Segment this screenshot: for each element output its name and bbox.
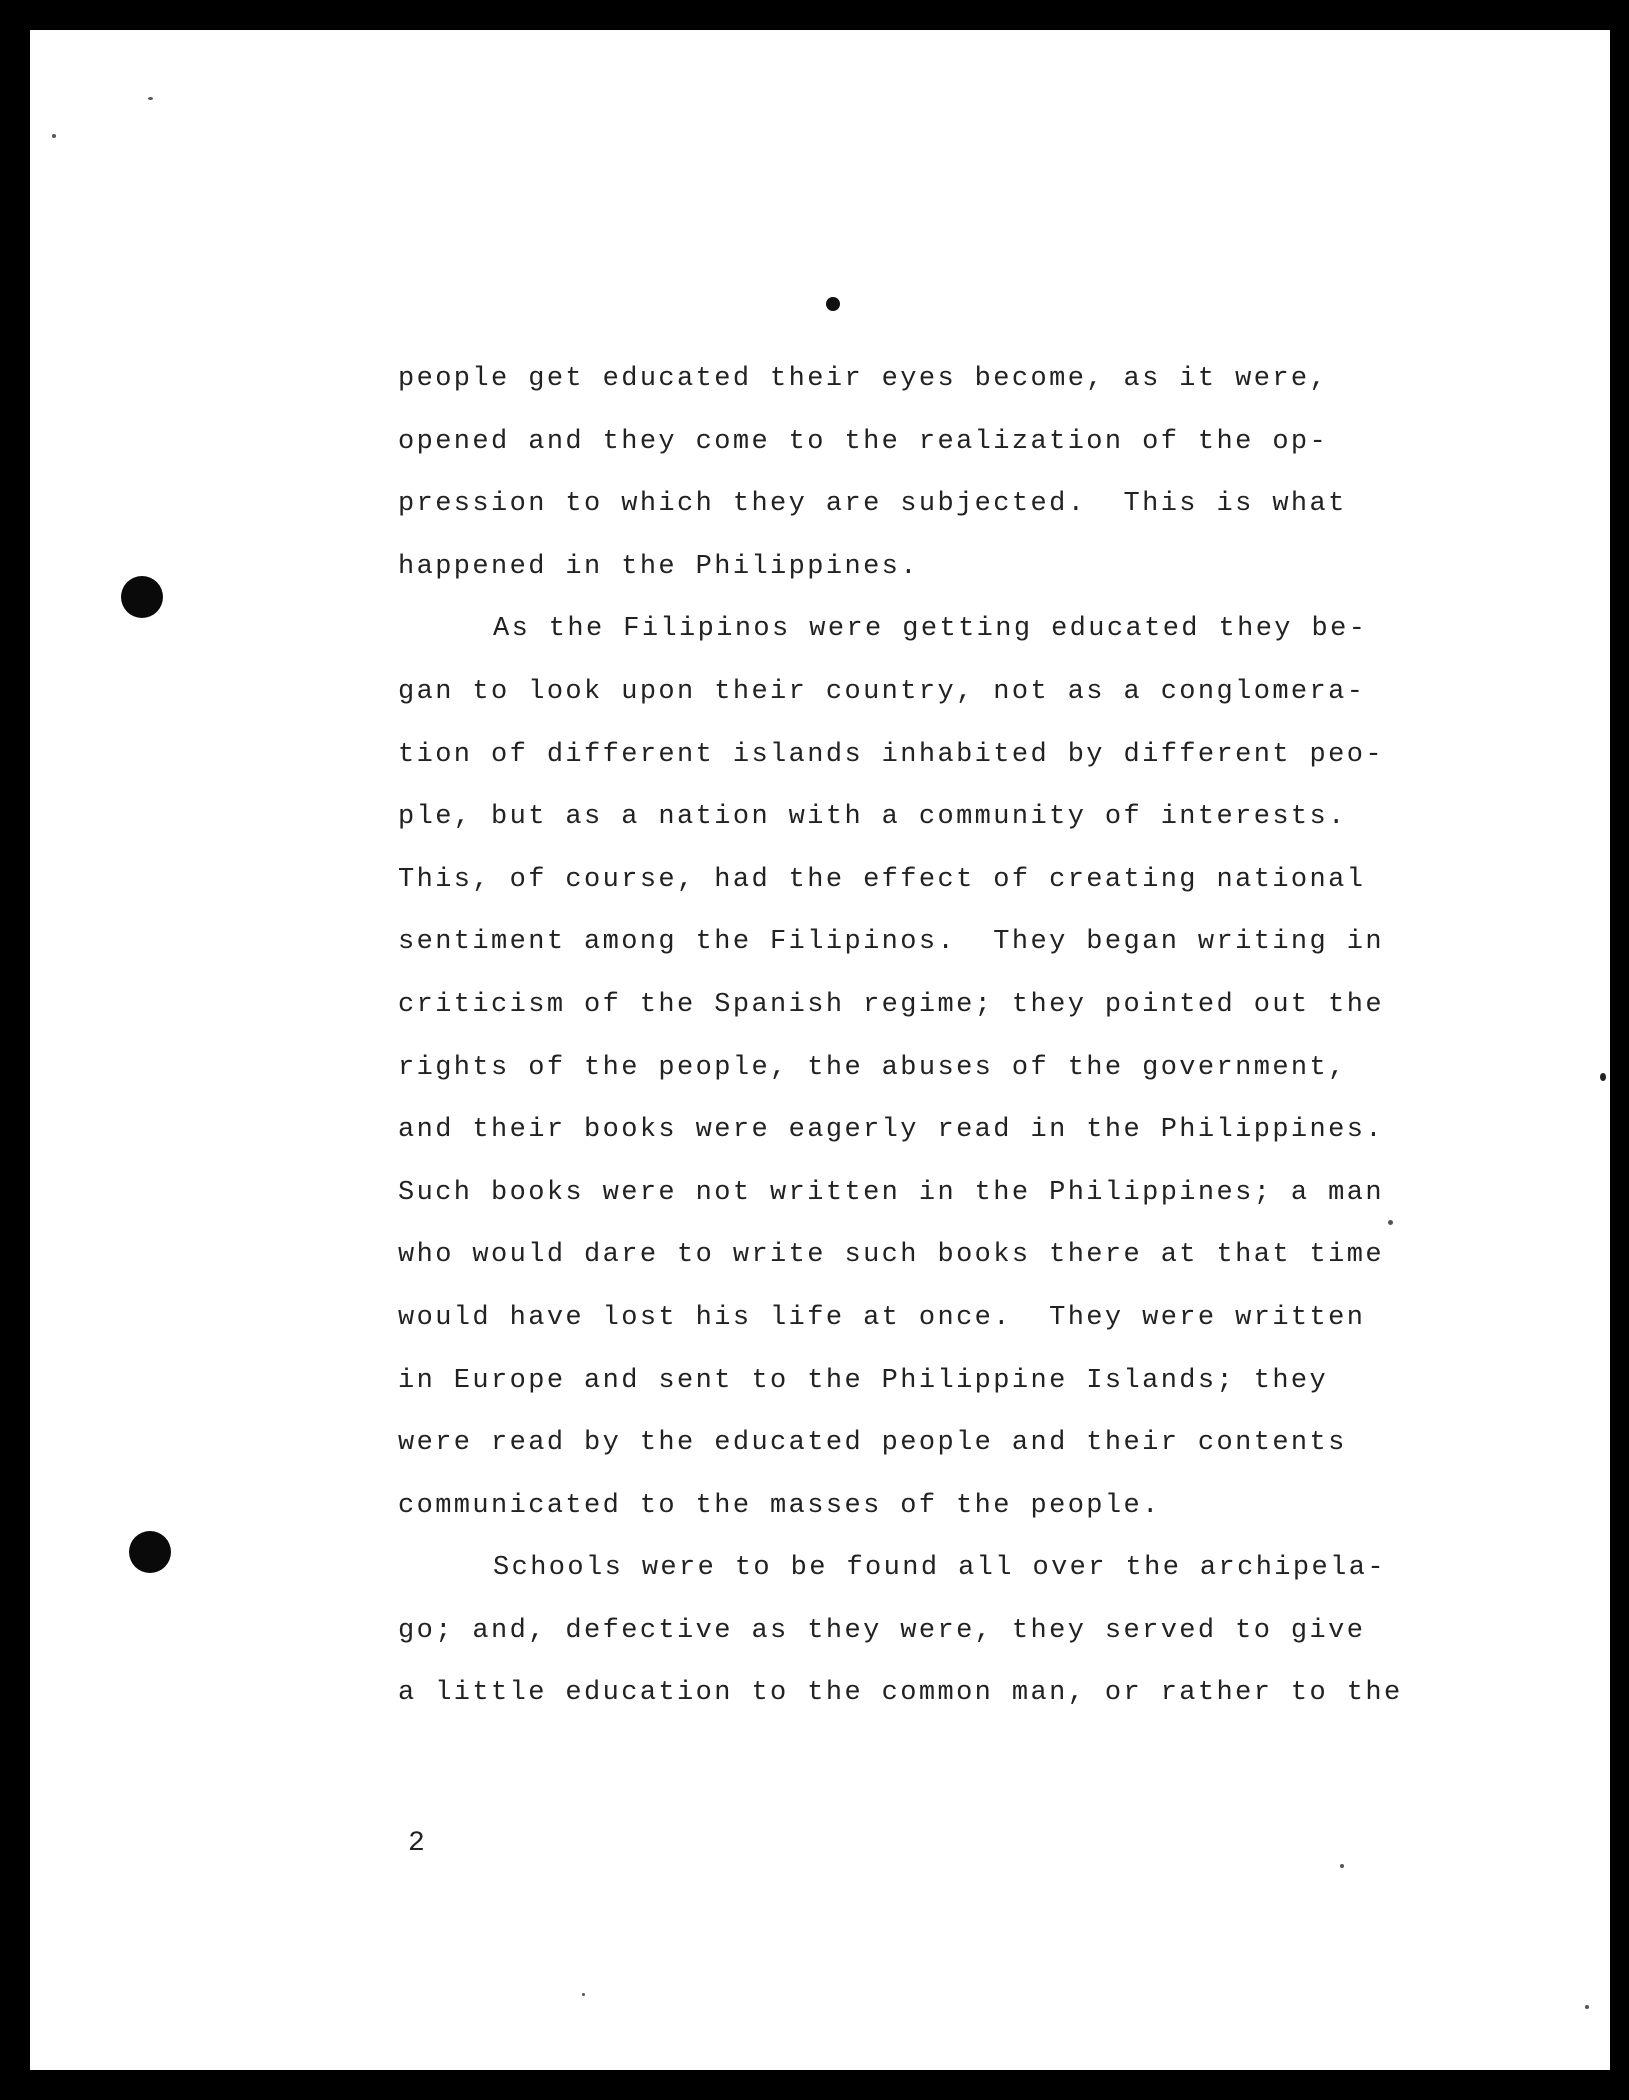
text-line: criticism of the Spanish regime; they pointed out the (398, 989, 1384, 1020)
punch-hole-lower (129, 1531, 171, 1573)
paper-speck (582, 1993, 585, 1996)
text-line: who would dare to write such books there at that time (398, 1240, 1384, 1271)
text-line: As the Filipinos were getting educated they be- (493, 614, 1368, 645)
typed-text-body (398, 348, 1428, 1725)
paper-speck (1585, 2005, 1589, 2009)
text-line: rights of the people, the abuses of the government, (398, 1052, 1347, 1083)
text-line: pression to which they are subjected. This is what (398, 489, 1347, 520)
paper-speck (1600, 1073, 1606, 1081)
text-line: Schools were to be found all over the archipela- (493, 1553, 1386, 1584)
text-line: go; and, defective as they were, they served to give (398, 1615, 1366, 1646)
text-line: opened and they come to the realization of the op- (398, 426, 1329, 457)
paper-speck (148, 97, 153, 100)
page-number: 2 (408, 1828, 425, 1859)
text-line: gan to look upon their country, not as a conglomera- (398, 676, 1366, 707)
text-line: people get educated their eyes become, as it were, (398, 364, 1329, 394)
text-line: were read by the educated people and their contents (398, 1428, 1347, 1459)
text-line: ple, but as a nation with a community of interests. (398, 802, 1347, 833)
paper-speck (52, 134, 56, 138)
text-line: would have lost his life at once. They were written (398, 1302, 1366, 1333)
text-line: happened in the Philippines. (398, 551, 919, 582)
text-line: Such books were not written in the Philippines; a man (398, 1177, 1384, 1208)
text-line: sentiment among the Filipinos. They began writing in (398, 927, 1384, 958)
text-line: a little education to the common man, or rather to the (398, 1678, 1403, 1709)
text-line: and their books were eagerly read in the Philippines. (398, 1115, 1384, 1146)
typed-page (30, 30, 1610, 2070)
text-line: communicated to the masses of the people. (398, 1490, 1161, 1521)
paper-speck (1340, 1864, 1344, 1868)
text-line: in Europe and sent to the Philippine Islands; they (398, 1365, 1329, 1396)
ink-dot (826, 297, 840, 311)
punch-hole-upper (121, 576, 163, 618)
text-line: tion of different islands inhabited by different peo- (398, 739, 1384, 770)
text-line: This, of course, had the effect of creating national (398, 864, 1366, 895)
